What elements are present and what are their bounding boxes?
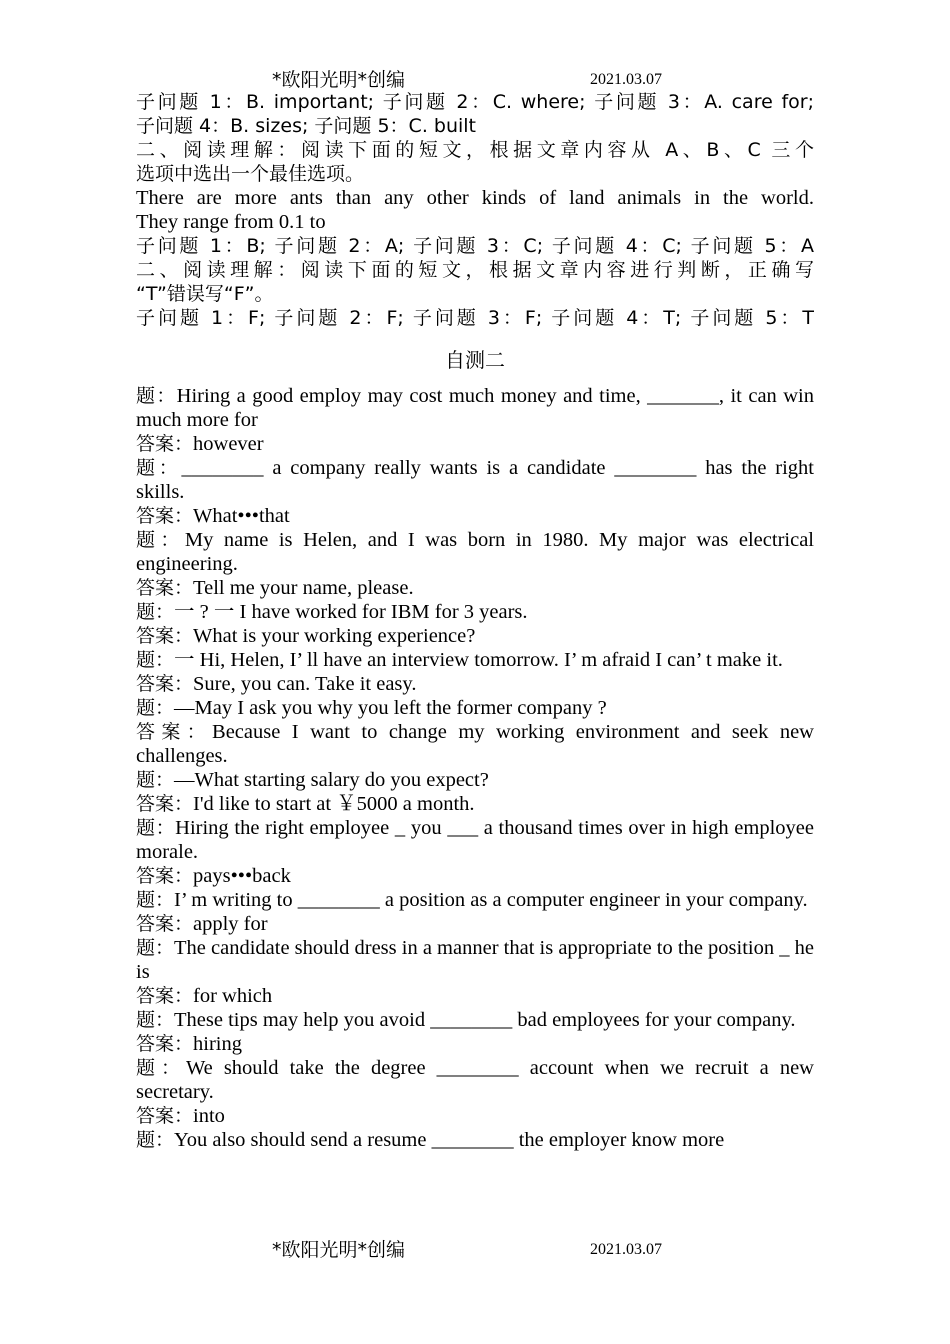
footer-author: *欧阳光明*创编 — [272, 1239, 406, 1261]
answer-label: 答案： — [136, 433, 194, 455]
question-text: Hiring the right employee _ you ___ a thousand times over in high employee morale. — [136, 817, 814, 863]
question-label: 题： — [136, 457, 182, 479]
question-item — [136, 1008, 814, 1032]
instruction-line: 二、阅读理解：阅读下面的短文，根据文章内容从 A、B、C 三个 — [136, 139, 814, 161]
question-label: 题： — [136, 817, 176, 839]
question-item — [136, 1056, 814, 1104]
answer-text: What is your working experience? — [193, 625, 476, 647]
page-footer — [0, 1238, 950, 1262]
question-item — [136, 1128, 814, 1152]
answer-text: for which — [193, 985, 273, 1007]
answers-line: 子问题 4：B. sizes; 子问题 5：C. built — [136, 115, 477, 137]
instruction-line: 二、阅读理解：阅读下面的短文，根据文章内容进行判断，正确写 — [136, 259, 814, 281]
answer-item — [136, 864, 814, 888]
answer-label: 答案： — [136, 721, 213, 743]
answer-text: pays•••back — [193, 865, 291, 887]
instruction-line: “T”错误写“F”。 — [136, 283, 274, 305]
question-item — [136, 384, 814, 432]
answer-text: I'd like to start at ￥5000 a month. — [193, 793, 475, 815]
question-text: 一 ? 一 I have worked for IBM for 3 years. — [174, 601, 528, 623]
answer-item — [136, 504, 814, 528]
question-label: 题： — [136, 697, 175, 719]
answer-label: 答案： — [136, 793, 194, 815]
question-label: 题： — [136, 1057, 186, 1079]
answer-label: 答案： — [136, 577, 194, 599]
answer-item — [136, 432, 814, 456]
answer-item — [136, 576, 814, 600]
question-item — [136, 528, 814, 576]
question-text: I’ m writing to ________ a position as a computer engineer in your company. — [174, 889, 808, 911]
answer-item — [136, 984, 814, 1008]
question-label: 题： — [136, 601, 175, 623]
answers-line: 子问题 1：B. important; 子问题 2：C. where; 子问题 3：A. care for; — [136, 91, 814, 113]
passage-line: There are more ants than any other kinds of land animals in the world. — [136, 187, 814, 209]
question-text: You also should send a resume ________ the employer know more — [174, 1129, 725, 1151]
question-text: ________ a company really wants is a candidate ________ has the right skills. — [136, 457, 814, 503]
answer-text: hiring — [193, 1033, 242, 1055]
answer-label: 答案： — [136, 1033, 194, 1055]
answer-text: Tell me your name, please. — [193, 577, 414, 599]
question-label: 题： — [136, 889, 175, 911]
answer-label: 答案： — [136, 505, 194, 527]
question-text: My name is Helen, and I was born in 1980. My major was electrical engineering. — [136, 529, 814, 575]
answer-item — [136, 672, 814, 696]
answer-item — [136, 912, 814, 936]
answer-item — [136, 1104, 814, 1128]
answer-text: however — [193, 433, 264, 455]
question-text: Hiring a good employ may cost much money and time, _______, it can win much more for — [136, 385, 814, 431]
answer-text: Sure, you can. Take it easy. — [193, 673, 417, 695]
answer-item — [136, 1032, 814, 1056]
qa-list — [136, 384, 814, 1152]
question-label: 题： — [136, 1129, 175, 1151]
answer-label: 答案： — [136, 625, 194, 647]
answer-text: Because I want to change my working environment and seek new challenges. — [136, 721, 814, 767]
answer-label: 答案： — [136, 1105, 194, 1127]
question-text: The candidate should dress in a manner that is appropriate to the position _ he is — [136, 937, 814, 983]
question-label: 题： — [136, 385, 177, 407]
question-item — [136, 888, 814, 912]
answers-line: 子问题 1：B; 子问题 2：A; 子问题 3：C; 子问题 4：C; 子问题 5：A — [136, 235, 814, 257]
answers-line: 子问题 1：F; 子问题 2：F; 子问题 3：F; 子问题 4：T; 子问题 5：T — [136, 307, 814, 329]
answer-item — [136, 624, 814, 648]
footer-date: 2021.03.07 — [590, 1241, 662, 1258]
answer-label: 答案： — [136, 985, 194, 1007]
question-text: These tips may help you avoid ________ bad employees for your company. — [174, 1009, 796, 1031]
question-item — [136, 936, 814, 984]
answer-label: 答案： — [136, 673, 194, 695]
page-header — [0, 68, 950, 92]
question-label: 题： — [136, 529, 185, 551]
question-text: —May I ask you why you left the former company ? — [174, 697, 607, 719]
question-item — [136, 600, 814, 624]
question-item — [136, 768, 814, 792]
question-label: 题： — [136, 769, 175, 791]
answer-item — [136, 792, 814, 816]
instruction-line: 选项中选出一个最佳选项。 — [136, 163, 365, 185]
question-label: 题： — [136, 649, 175, 671]
answer-text: apply for — [193, 913, 268, 935]
answer-item — [136, 720, 814, 768]
question-item — [136, 648, 814, 672]
document-body — [136, 90, 814, 1152]
question-label: 题： — [136, 1009, 175, 1031]
question-text: We should take the degree ________ account when we recruit a new secretary. — [136, 1057, 814, 1103]
question-text: 一 Hi, Helen, I’ ll have an interview tomorrow. I’ m afraid I can’ t make it. — [174, 649, 783, 671]
section-title: 自测二 — [445, 348, 505, 372]
answer-text: into — [193, 1105, 225, 1127]
header-author: *欧阳光明*创编 — [272, 69, 406, 91]
question-item — [136, 816, 814, 864]
passage-line: They range from 0.1 to — [136, 211, 326, 233]
answer-label: 答案： — [136, 865, 194, 887]
question-text: —What starting salary do you expect? — [174, 769, 489, 791]
question-item — [136, 456, 814, 504]
answer-text: What•••that — [193, 505, 290, 527]
question-label: 题： — [136, 937, 175, 959]
header-date: 2021.03.07 — [590, 71, 662, 88]
answer-label: 答案： — [136, 913, 194, 935]
question-item — [136, 696, 814, 720]
